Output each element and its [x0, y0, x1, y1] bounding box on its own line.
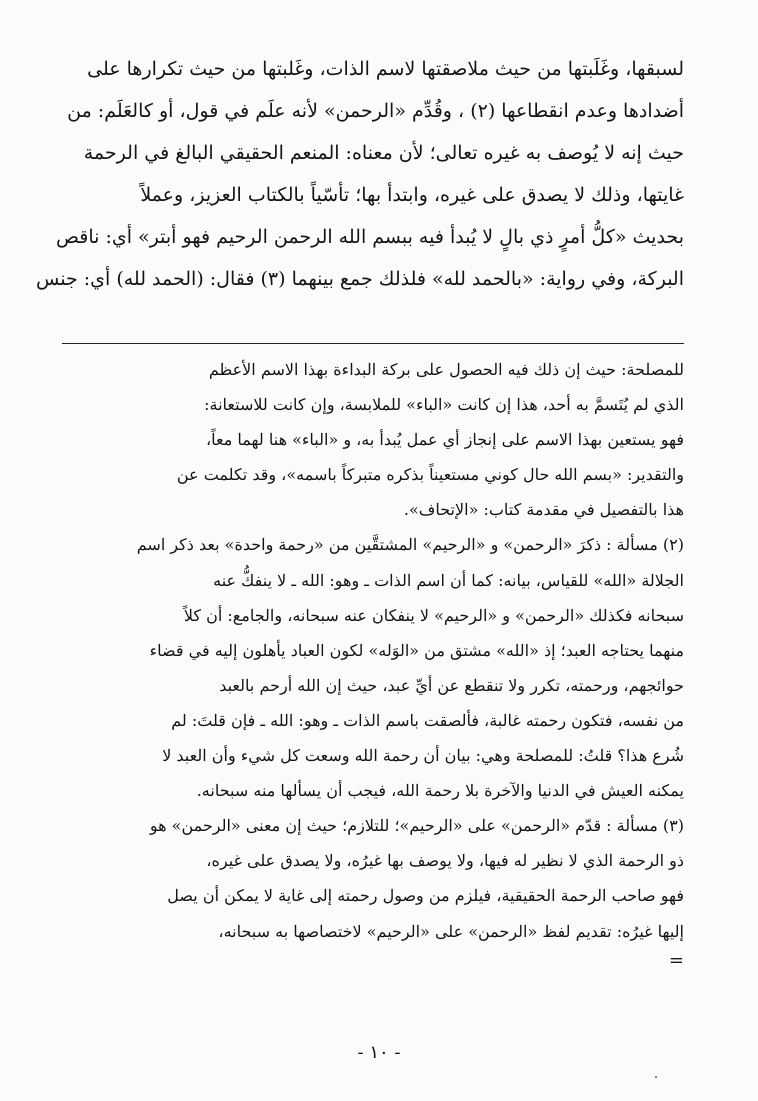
footnote-separator: [62, 343, 684, 344]
footnote-line: فهو صاحب الرحمة الحقيقية، فيلزم من وصول رحمته إلى غاية لا يمكن أن يصل: [167, 886, 684, 906]
footnote-line: ذو الرحمة الذي لا نظير له فيها، ولا يوصف بها غيرُه، ولا يصدق على غيره،: [206, 851, 684, 871]
main-text: [35, 48, 684, 300]
footnote-line: (٢) مسألة : ذكرَ «الرحمن» و «الرحيم» المشتقَّين من «رحمة واحدة» بعد ذكر اسم: [136, 535, 684, 555]
footnote-line: للمصلحة: حيث إن ذلك فيه الحصول على بركة البداءة بهذا الاسم الأعظم: [208, 360, 684, 379]
footnote-line: شُرع هذا؟ قلتُ: للمصلحة وهي: بيان أن رحمة الله وسعت كل شيء وأن العبد لا: [162, 746, 684, 766]
footnote-line: منهما يحتاجه العبد؛ إذ «الله» مشتق من «الوَله» لكون العباد يأهلون إليه في قضاء: [149, 640, 684, 660]
main-text-line: حيث إنه لا يُوصف به غيره تعالى؛ لأن معناه: المنعم الحقيقي البالغ في الرحمة: [83, 142, 684, 164]
footnote-line: حوائجهم، ورحمته، تكرر ولا تنقطع عن أيِّ عبد، حيث إن الله أرحم بالعبد: [219, 675, 684, 695]
footnote-1-continuation: [62, 352, 684, 527]
main-text-line: البركة، وفي رواية: «بالحمد لله» فلذلك جمع بينهما (٣) فقال: (الحمد لله) أي: جنس: [35, 268, 684, 290]
footnote-line: سبحانه فكذلك «الرحمن» و «الرحيم» لا ينفكان عنه سبحانه، والجامع: أن كلاً: [183, 605, 684, 625]
footnote-line: هذا بالتفصيل في مقدمة كتاب: «الإتحاف».: [403, 500, 684, 520]
footnote-line: والتقدير: «بسم الله حال كوني مستعيناً بذكره متبركاً باسمه»، وقد تكلمت عن: [176, 465, 684, 485]
page-number: - ١٠ -: [357, 1042, 401, 1063]
main-text-line: أضدادها وعدم انقطاعها (٢) ، وقُدِّم «الرحمن» لأنه علَم في قول، أو كالعَلَم: من: [67, 100, 684, 122]
footnote-3: [62, 808, 684, 948]
speck-mark: [655, 1076, 657, 1078]
footnote-line: الجلالة «الله» للقياس، بيانه: كما أن اسم الذات ـ وهو: الله ـ لا ينفكُّ عنه: [213, 570, 684, 590]
footnote-line: (٣) مسألة : قدّم «الرحمن» على «الرحيم»؛ للتلازم؛ حيث إن معنى «الرحمن» هو: [149, 816, 684, 836]
footnote-line: من نفسه، فتكون رحمته غالبة، فألصقت باسم الذات ـ وهو: الله ـ فإن قلتَ: لم: [171, 710, 684, 730]
main-text-line: غايتها، وذلك لا يصدق على غيره، وابتدأ بها؛ تأسّياً بالكتاب العزيز، وعملاً: [140, 184, 684, 206]
footnote-line: فهو يستعين بهذا الاسم على إنجاز أي عمل يُبدأ به، و «الباء» هنا لهما معاً،: [206, 430, 684, 450]
footnote-2: [62, 527, 684, 808]
footnote-line: يمكنه العيش في الدنيا والآخرة بلا رحمة الله، فيجب أن يسألها منه سبحانه.: [196, 781, 684, 801]
footnote-line: إليها غيرُه: تقديم لفظ «الرحمن» على «الرحيم» لاختصاصها به سبحانه،: [218, 921, 684, 941]
footnotes: [62, 352, 684, 973]
main-text-line: لسبقها، وغَلَبتها من حيث ملاصقتها لاسم الذات، وغَلبتها من حيث تكرارها على: [87, 58, 684, 80]
footnote-line: الذي لم يُتَسمَّ به أحد، هذا إن كانت «الباء» للملابسة، وإن كانت للاستعانة:: [204, 395, 684, 415]
continuation-mark: =: [668, 949, 684, 971]
main-text-line: بحديث «كلُّ أمرٍ ذي بالٍ لا يُبدأ فيه ببسم الله الرحمن الرحيم فهو أبتر» أي: ناقص: [55, 226, 684, 248]
